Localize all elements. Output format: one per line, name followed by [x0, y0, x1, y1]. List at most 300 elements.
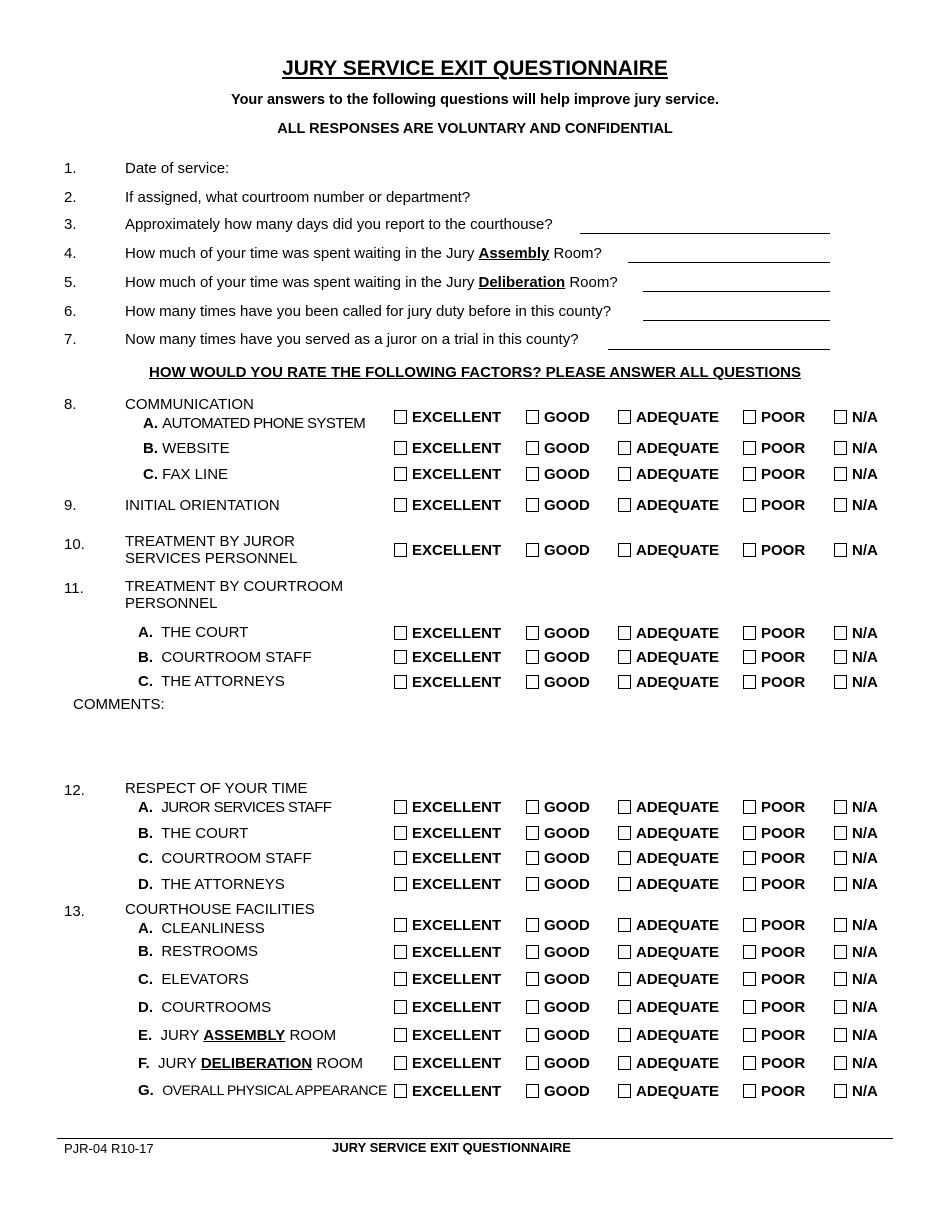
- question-text: How much of your time was spent waiting in the Jury Deliberation Room?: [125, 274, 618, 291]
- rating-option-poor[interactable]: [743, 623, 805, 643]
- rating-option-label: N/A: [852, 496, 878, 514]
- rating-option-good[interactable]: [526, 848, 590, 868]
- rating-option-adequate[interactable]: [618, 495, 719, 515]
- rating-option-label: POOR: [761, 1054, 806, 1072]
- excellent-checkbox[interactable]: [394, 945, 407, 959]
- excellent-checkbox[interactable]: [394, 1028, 407, 1042]
- rating-option-good[interactable]: [526, 407, 590, 427]
- rating-option-label: N/A: [852, 1026, 878, 1044]
- rating-option-adequate[interactable]: [618, 1081, 719, 1101]
- good-checkbox[interactable]: [526, 877, 539, 891]
- answer-line-days[interactable]: [580, 233, 830, 234]
- rating-option-na[interactable]: [834, 495, 878, 515]
- rating-option-label: ADEQUATE: [636, 465, 720, 483]
- adequate-checkbox[interactable]: [618, 877, 631, 891]
- rating-option-label: GOOD: [544, 1054, 590, 1072]
- rating-option-poor[interactable]: [743, 672, 805, 692]
- rating-option-adequate[interactable]: [618, 874, 719, 894]
- item-label: B. THE COURT: [138, 825, 249, 842]
- rating-option-label: N/A: [852, 998, 878, 1016]
- rating-option-label: GOOD: [544, 849, 590, 867]
- rating-option-label: EXCELLENT: [412, 970, 502, 988]
- rating-option-label: POOR: [761, 465, 806, 483]
- excellent-checkbox[interactable]: [394, 918, 407, 932]
- rating-option-poor[interactable]: [743, 1025, 805, 1045]
- rating-option-label: POOR: [761, 875, 806, 893]
- na-checkbox[interactable]: [834, 972, 847, 986]
- rating-option-label: N/A: [852, 1082, 878, 1100]
- rating-heading: HOW WOULD YOU RATE THE FOLLOWING FACTORS? PLEASE ANSWER ALL QUESTIONS: [149, 364, 801, 381]
- rating-option-good[interactable]: [526, 797, 590, 817]
- comments-label: COMMENTS:: [73, 696, 165, 713]
- rating-option-label: GOOD: [544, 673, 590, 691]
- rating-option-adequate[interactable]: [618, 540, 719, 560]
- rating-option-na[interactable]: [834, 1025, 878, 1045]
- rating-option-excellent[interactable]: [394, 874, 501, 894]
- rating-option-na[interactable]: [834, 438, 878, 458]
- page-title: JURY SERVICE EXIT QUESTIONNAIRE: [282, 57, 668, 80]
- item-label: B. COURTROOM STAFF: [138, 649, 312, 666]
- rating-option-poor[interactable]: [743, 495, 805, 515]
- good-checkbox[interactable]: [526, 626, 539, 640]
- rating-option-excellent[interactable]: [394, 495, 501, 515]
- rating-option-poor[interactable]: [743, 647, 805, 667]
- rating-option-label: GOOD: [544, 648, 590, 666]
- confidentiality-notice: ALL RESPONSES ARE VOLUNTARY AND CONFIDENTIAL: [277, 121, 673, 137]
- rating-option-excellent[interactable]: [394, 1025, 501, 1045]
- adequate-checkbox[interactable]: [618, 441, 631, 455]
- item-label: C. ELEVATORS: [138, 971, 249, 988]
- rating-option-good[interactable]: [526, 495, 590, 515]
- na-checkbox[interactable]: [834, 410, 847, 424]
- rating-option-label: ADEQUATE: [636, 943, 720, 961]
- rating-option-label: GOOD: [544, 970, 590, 988]
- rating-option-good[interactable]: [526, 1025, 590, 1045]
- na-checkbox[interactable]: [834, 626, 847, 640]
- rating-option-label: GOOD: [544, 439, 590, 457]
- rating-option-label: GOOD: [544, 1026, 590, 1044]
- item-label: D. COURTROOMS: [138, 999, 272, 1016]
- rating-option-label: GOOD: [544, 1082, 590, 1100]
- question-number: 13.: [64, 903, 85, 920]
- good-checkbox[interactable]: [526, 918, 539, 932]
- poor-checkbox[interactable]: [743, 945, 756, 959]
- rating-option-excellent[interactable]: [394, 969, 501, 989]
- rating-option-excellent[interactable]: [394, 438, 501, 458]
- question-number: 3.: [64, 216, 77, 233]
- rating-option-adequate[interactable]: [618, 1025, 719, 1045]
- rating-option-excellent[interactable]: [394, 823, 501, 843]
- item-label: E. JURY ASSEMBLY ROOM: [138, 1027, 337, 1044]
- rating-option-adequate[interactable]: [618, 942, 719, 962]
- adequate-checkbox[interactable]: [618, 650, 631, 664]
- rating-option-label: ADEQUATE: [636, 1054, 720, 1072]
- rating-option-adequate[interactable]: [618, 997, 719, 1017]
- rating-option-excellent[interactable]: [394, 1081, 501, 1101]
- rating-option-good[interactable]: [526, 1053, 590, 1073]
- rating-option-label: N/A: [852, 875, 878, 893]
- rating-option-na[interactable]: [834, 997, 878, 1017]
- na-checkbox[interactable]: [834, 945, 847, 959]
- na-checkbox[interactable]: [834, 543, 847, 557]
- rating-option-label: EXCELLENT: [412, 1026, 502, 1044]
- rating-option-na[interactable]: [834, 540, 878, 560]
- rating-option-label: EXCELLENT: [412, 439, 502, 457]
- rating-option-label: ADEQUATE: [636, 408, 720, 426]
- rating-option-label: EXCELLENT: [412, 541, 502, 559]
- rating-option-excellent[interactable]: [394, 997, 501, 1017]
- section-label: INITIAL ORIENTATION: [125, 497, 280, 514]
- adequate-checkbox[interactable]: [618, 972, 631, 986]
- rating-option-label: GOOD: [544, 875, 590, 893]
- rating-option-poor[interactable]: [743, 848, 805, 868]
- rating-option-label: N/A: [852, 849, 878, 867]
- good-checkbox[interactable]: [526, 851, 539, 865]
- adequate-checkbox[interactable]: [618, 543, 631, 557]
- rating-option-label: N/A: [852, 798, 878, 816]
- poor-checkbox[interactable]: [743, 410, 756, 424]
- question-number: 9.: [64, 497, 77, 514]
- rating-option-good[interactable]: [526, 672, 590, 692]
- section-label: COMMUNICATION: [125, 396, 254, 413]
- rating-option-poor[interactable]: [743, 797, 805, 817]
- excellent-checkbox[interactable]: [394, 441, 407, 455]
- question-number: 4.: [64, 245, 77, 262]
- rating-option-na[interactable]: [834, 797, 878, 817]
- rating-option-label: POOR: [761, 439, 806, 457]
- rating-option-label: GOOD: [544, 916, 590, 934]
- rating-option-good[interactable]: [526, 1081, 590, 1101]
- rating-option-good[interactable]: [526, 915, 590, 935]
- rating-option-label: ADEQUATE: [636, 970, 720, 988]
- rating-option-label: EXCELLENT: [412, 673, 502, 691]
- rating-option-good[interactable]: [526, 969, 590, 989]
- rating-option-label: POOR: [761, 970, 806, 988]
- question-text: How much of your time was spent waiting in the Jury Assembly Room?: [125, 245, 602, 262]
- rating-option-label: POOR: [761, 408, 806, 426]
- adequate-checkbox[interactable]: [618, 1028, 631, 1042]
- poor-checkbox[interactable]: [743, 826, 756, 840]
- item-label: A. CLEANLINESS: [138, 920, 265, 937]
- rating-option-label: ADEQUATE: [636, 916, 720, 934]
- footer-title: JURY SERVICE EXIT QUESTIONNAIRE: [332, 1140, 571, 1155]
- excellent-checkbox[interactable]: [394, 626, 407, 640]
- good-checkbox[interactable]: [526, 1000, 539, 1014]
- na-checkbox[interactable]: [834, 1056, 847, 1070]
- good-checkbox[interactable]: [526, 543, 539, 557]
- adequate-checkbox[interactable]: [618, 626, 631, 640]
- rating-option-label: EXCELLENT: [412, 998, 502, 1016]
- poor-checkbox[interactable]: [743, 918, 756, 932]
- rating-option-label: N/A: [852, 824, 878, 842]
- rating-option-good[interactable]: [526, 438, 590, 458]
- rating-option-label: GOOD: [544, 408, 590, 426]
- na-checkbox[interactable]: [834, 826, 847, 840]
- good-checkbox[interactable]: [526, 1056, 539, 1070]
- rating-option-label: N/A: [852, 439, 878, 457]
- question-number: 10.: [64, 536, 85, 553]
- rating-option-label: N/A: [852, 916, 878, 934]
- rating-option-label: N/A: [852, 970, 878, 988]
- rating-option-na[interactable]: [834, 672, 878, 692]
- rating-option-excellent[interactable]: [394, 464, 501, 484]
- rating-option-adequate[interactable]: [618, 915, 719, 935]
- poor-checkbox[interactable]: [743, 851, 756, 865]
- adequate-checkbox[interactable]: [618, 410, 631, 424]
- good-checkbox[interactable]: [526, 650, 539, 664]
- poor-checkbox[interactable]: [743, 972, 756, 986]
- excellent-checkbox[interactable]: [394, 543, 407, 557]
- rating-option-adequate[interactable]: [618, 623, 719, 643]
- question-number: 8.: [64, 396, 77, 413]
- good-checkbox[interactable]: [526, 441, 539, 455]
- excellent-checkbox[interactable]: [394, 1000, 407, 1014]
- adequate-checkbox[interactable]: [618, 826, 631, 840]
- excellent-checkbox[interactable]: [394, 877, 407, 891]
- rating-option-good[interactable]: [526, 942, 590, 962]
- rating-option-poor[interactable]: [743, 464, 805, 484]
- good-checkbox[interactable]: [526, 1084, 539, 1098]
- good-checkbox[interactable]: [526, 945, 539, 959]
- rating-option-label: POOR: [761, 849, 806, 867]
- rating-option-label: ADEQUATE: [636, 849, 720, 867]
- item-label: A. AUTOMATED PHONE SYSTEM: [143, 415, 366, 432]
- poor-checkbox[interactable]: [743, 1028, 756, 1042]
- item-label: D. THE ATTORNEYS: [138, 876, 285, 893]
- rating-option-na[interactable]: [834, 464, 878, 484]
- question-text: Date of service:: [125, 160, 230, 177]
- footer-divider: [57, 1138, 893, 1139]
- rating-option-adequate[interactable]: [618, 672, 719, 692]
- na-checkbox[interactable]: [834, 851, 847, 865]
- rating-option-na[interactable]: [834, 1081, 878, 1101]
- rating-option-poor[interactable]: [743, 942, 805, 962]
- rating-option-excellent[interactable]: [394, 623, 501, 643]
- na-checkbox[interactable]: [834, 877, 847, 891]
- rating-option-label: POOR: [761, 624, 806, 642]
- question-text: How many times have you been called for jury duty before in this county?: [125, 303, 612, 320]
- poor-checkbox[interactable]: [743, 626, 756, 640]
- rating-option-label: ADEQUATE: [636, 1082, 720, 1100]
- rating-option-good[interactable]: [526, 540, 590, 560]
- rating-option-poor[interactable]: [743, 438, 805, 458]
- na-checkbox[interactable]: [834, 498, 847, 512]
- rating-option-excellent[interactable]: [394, 915, 501, 935]
- excellent-checkbox[interactable]: [394, 1056, 407, 1070]
- rating-option-adequate[interactable]: [618, 823, 719, 843]
- question-text: Now many times have you served as a juror on a trial in this county?: [125, 331, 579, 348]
- adequate-checkbox[interactable]: [618, 1000, 631, 1014]
- excellent-checkbox[interactable]: [394, 1084, 407, 1098]
- poor-checkbox[interactable]: [743, 675, 756, 689]
- question-number: 6.: [64, 303, 77, 320]
- rating-option-label: POOR: [761, 541, 806, 559]
- answer-line-times-called[interactable]: [643, 320, 830, 321]
- na-checkbox[interactable]: [834, 675, 847, 689]
- rating-option-na[interactable]: [834, 848, 878, 868]
- rating-option-label: GOOD: [544, 943, 590, 961]
- rating-option-label: EXCELLENT: [412, 1082, 502, 1100]
- rating-option-excellent[interactable]: [394, 647, 501, 667]
- rating-option-good[interactable]: [526, 997, 590, 1017]
- rating-option-na[interactable]: [834, 915, 878, 935]
- rating-option-label: EXCELLENT: [412, 849, 502, 867]
- rating-option-adequate[interactable]: [618, 464, 719, 484]
- adequate-checkbox[interactable]: [618, 498, 631, 512]
- rating-option-good[interactable]: [526, 823, 590, 843]
- excellent-checkbox[interactable]: [394, 410, 407, 424]
- rating-option-poor[interactable]: [743, 997, 805, 1017]
- rating-option-excellent[interactable]: [394, 672, 501, 692]
- rating-option-label: EXCELLENT: [412, 648, 502, 666]
- poor-checkbox[interactable]: [743, 543, 756, 557]
- adequate-checkbox[interactable]: [618, 1056, 631, 1070]
- adequate-checkbox[interactable]: [618, 800, 631, 814]
- rating-option-adequate[interactable]: [618, 848, 719, 868]
- excellent-checkbox[interactable]: [394, 800, 407, 814]
- question-text: If assigned, what courtroom number or department?: [125, 189, 471, 206]
- rating-option-label: EXCELLENT: [412, 824, 502, 842]
- rating-option-poor[interactable]: [743, 823, 805, 843]
- rating-option-excellent[interactable]: [394, 540, 501, 560]
- rating-option-good[interactable]: [526, 874, 590, 894]
- rating-option-label: ADEQUATE: [636, 998, 720, 1016]
- good-checkbox[interactable]: [526, 410, 539, 424]
- good-checkbox[interactable]: [526, 498, 539, 512]
- rating-option-label: GOOD: [544, 624, 590, 642]
- question-number: 2.: [64, 189, 77, 206]
- poor-checkbox[interactable]: [743, 877, 756, 891]
- rating-option-label: POOR: [761, 496, 806, 514]
- excellent-checkbox[interactable]: [394, 467, 407, 481]
- section-label: RESPECT OF YOUR TIME: [125, 780, 308, 797]
- rating-option-good[interactable]: [526, 623, 590, 643]
- adequate-checkbox[interactable]: [618, 467, 631, 481]
- na-checkbox[interactable]: [834, 1000, 847, 1014]
- poor-checkbox[interactable]: [743, 1084, 756, 1098]
- excellent-checkbox[interactable]: [394, 851, 407, 865]
- na-checkbox[interactable]: [834, 467, 847, 481]
- rating-option-label: POOR: [761, 673, 806, 691]
- rating-option-label: POOR: [761, 648, 806, 666]
- rating-option-poor[interactable]: [743, 407, 805, 427]
- rating-option-poor[interactable]: [743, 969, 805, 989]
- rating-option-excellent[interactable]: [394, 848, 501, 868]
- rating-option-label: N/A: [852, 541, 878, 559]
- rating-option-label: POOR: [761, 998, 806, 1016]
- good-checkbox[interactable]: [526, 972, 539, 986]
- rating-option-poor[interactable]: [743, 874, 805, 894]
- poor-checkbox[interactable]: [743, 467, 756, 481]
- answer-line-deliberation-wait[interactable]: [643, 291, 830, 292]
- rating-option-label: EXCELLENT: [412, 624, 502, 642]
- na-checkbox[interactable]: [834, 441, 847, 455]
- good-checkbox[interactable]: [526, 826, 539, 840]
- rating-option-label: ADEQUATE: [636, 875, 720, 893]
- rating-option-na[interactable]: [834, 647, 878, 667]
- section-label: TREATMENT BY COURTROOM PERSONNEL: [125, 578, 344, 612]
- item-label: C. FAX LINE: [143, 466, 229, 483]
- rating-option-label: N/A: [852, 408, 878, 426]
- na-checkbox[interactable]: [834, 1028, 847, 1042]
- rating-option-adequate[interactable]: [618, 438, 719, 458]
- good-checkbox[interactable]: [526, 467, 539, 481]
- rating-option-na[interactable]: [834, 623, 878, 643]
- question-number: 12.: [64, 782, 85, 799]
- item-label: A. JUROR SERVICES STAFF: [138, 799, 332, 816]
- rating-option-na[interactable]: [834, 874, 878, 894]
- excellent-checkbox[interactable]: [394, 498, 407, 512]
- rating-option-label: POOR: [761, 943, 806, 961]
- rating-option-na[interactable]: [834, 942, 878, 962]
- rating-option-excellent[interactable]: [394, 407, 501, 427]
- rating-option-na[interactable]: [834, 1053, 878, 1073]
- adequate-checkbox[interactable]: [618, 918, 631, 932]
- section-label: COURTHOUSE FACILITIES: [125, 901, 315, 918]
- rating-option-good[interactable]: [526, 647, 590, 667]
- rating-option-na[interactable]: [834, 823, 878, 843]
- na-checkbox[interactable]: [834, 1084, 847, 1098]
- rating-option-adequate[interactable]: [618, 797, 719, 817]
- rating-option-adequate[interactable]: [618, 969, 719, 989]
- rating-option-label: EXCELLENT: [412, 465, 502, 483]
- poor-checkbox[interactable]: [743, 1000, 756, 1014]
- rating-option-na[interactable]: [834, 969, 878, 989]
- form-code: PJR-04 R10-17: [64, 1141, 154, 1156]
- answer-line-times-served[interactable]: [608, 349, 830, 350]
- excellent-checkbox[interactable]: [394, 826, 407, 840]
- good-checkbox[interactable]: [526, 675, 539, 689]
- na-checkbox[interactable]: [834, 918, 847, 932]
- item-label: F. JURY DELIBERATION ROOM: [138, 1055, 364, 1072]
- poor-checkbox[interactable]: [743, 498, 756, 512]
- good-checkbox[interactable]: [526, 800, 539, 814]
- rating-option-label: EXCELLENT: [412, 798, 502, 816]
- adequate-checkbox[interactable]: [618, 851, 631, 865]
- excellent-checkbox[interactable]: [394, 650, 407, 664]
- rating-option-poor[interactable]: [743, 1053, 805, 1073]
- poor-checkbox[interactable]: [743, 650, 756, 664]
- rating-option-adequate[interactable]: [618, 407, 719, 427]
- rating-option-good[interactable]: [526, 464, 590, 484]
- answer-line-assembly-wait[interactable]: [628, 262, 830, 263]
- question-number: 7.: [64, 331, 77, 348]
- adequate-checkbox[interactable]: [618, 1084, 631, 1098]
- rating-option-adequate[interactable]: [618, 647, 719, 667]
- na-checkbox[interactable]: [834, 650, 847, 664]
- rating-option-label: ADEQUATE: [636, 541, 720, 559]
- rating-option-poor[interactable]: [743, 1081, 805, 1101]
- adequate-checkbox[interactable]: [618, 675, 631, 689]
- rating-option-poor[interactable]: [743, 915, 805, 935]
- rating-option-adequate[interactable]: [618, 1053, 719, 1073]
- rating-option-na[interactable]: [834, 407, 878, 427]
- poor-checkbox[interactable]: [743, 441, 756, 455]
- rating-option-label: GOOD: [544, 465, 590, 483]
- poor-checkbox[interactable]: [743, 800, 756, 814]
- adequate-checkbox[interactable]: [618, 945, 631, 959]
- good-checkbox[interactable]: [526, 1028, 539, 1042]
- poor-checkbox[interactable]: [743, 1056, 756, 1070]
- na-checkbox[interactable]: [834, 800, 847, 814]
- rating-option-excellent[interactable]: [394, 942, 501, 962]
- rating-option-poor[interactable]: [743, 540, 805, 560]
- excellent-checkbox[interactable]: [394, 675, 407, 689]
- rating-option-excellent[interactable]: [394, 797, 501, 817]
- excellent-checkbox[interactable]: [394, 972, 407, 986]
- section-label: TREATMENT BY JUROR SERVICES PERSONNEL: [125, 533, 298, 567]
- rating-option-excellent[interactable]: [394, 1053, 501, 1073]
